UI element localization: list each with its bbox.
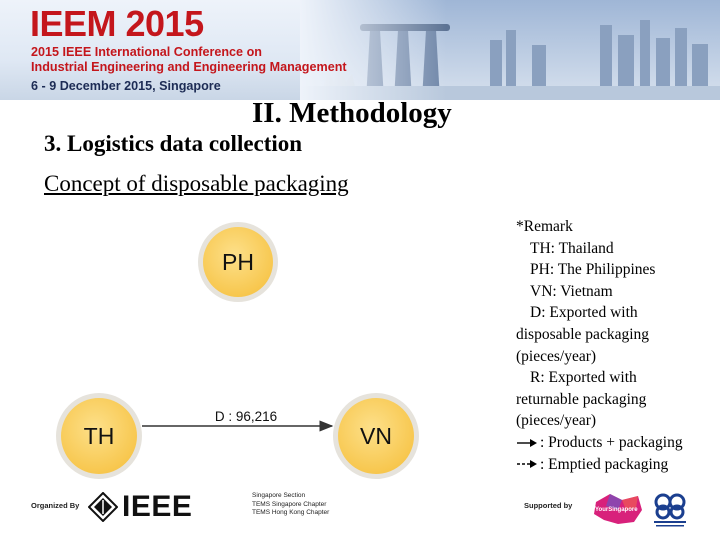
remark-box bbox=[516, 216, 716, 475]
remark-r-line3: (pieces/year) bbox=[516, 412, 597, 430]
ieee-emblem-icon bbox=[88, 492, 118, 522]
your-singapore-label: YourSingapore bbox=[595, 507, 638, 513]
packaging-flow-diagram bbox=[0, 200, 500, 490]
remark-r-line2: returnable packaging bbox=[516, 390, 647, 408]
section-title: II. Methodology bbox=[252, 97, 452, 129]
conference-name-line2: Industrial Engineering and Engineering Management bbox=[31, 60, 347, 74]
footer bbox=[0, 488, 720, 540]
chapter-singapore-section: Singapore Section bbox=[252, 492, 306, 499]
remark-d-line1: D: Exported with bbox=[530, 304, 638, 322]
node-th bbox=[56, 393, 142, 479]
supported-by-label: Supported by bbox=[524, 501, 573, 510]
flow-label-th-vn: D : 96,216 bbox=[214, 409, 278, 424]
slide-subtitle: 3. Logistics data collection bbox=[44, 131, 303, 156]
ieee-logo-text: IEEE bbox=[122, 490, 193, 523]
remark-th: TH: Thailand bbox=[530, 239, 614, 257]
ieem-logo: IEEM 2015 bbox=[30, 3, 204, 44]
remark-title: *Remark bbox=[516, 218, 573, 235]
remark-r-line1: R: Exported with bbox=[530, 369, 637, 387]
node-vn bbox=[333, 393, 419, 479]
remark-ph: PH: The Philippines bbox=[530, 261, 656, 279]
node-vn-label: VN bbox=[360, 423, 392, 449]
legend-dashed-label: : Emptied packaging bbox=[540, 455, 669, 473]
conference-name-line1: 2015 IEEE International Conference on bbox=[31, 45, 262, 59]
legend-dashed bbox=[516, 454, 716, 476]
singapore-skyline-image bbox=[300, 0, 720, 100]
singapore-chinese-chamber-logo bbox=[650, 490, 690, 530]
remark-d-line3: (pieces/year) bbox=[516, 347, 597, 365]
node-th-label: TH bbox=[83, 423, 115, 449]
ieee-chapters bbox=[252, 492, 329, 518]
dashed-arrow-icon bbox=[516, 459, 538, 469]
conference-date: 6 - 9 December 2015, Singapore bbox=[31, 79, 221, 93]
node-ph-label: PH bbox=[222, 249, 254, 275]
legend-solid bbox=[516, 432, 716, 454]
concept-heading: Concept of disposable packaging bbox=[44, 171, 349, 196]
solid-arrow-icon bbox=[516, 438, 538, 448]
header-banner bbox=[0, 0, 720, 100]
chapter-tems-singapore: TEMS Singapore Chapter bbox=[252, 500, 327, 508]
remark-vn: VN: Vietnam bbox=[530, 282, 613, 300]
chapter-tems-hongkong: TEMS Hong Kong Chapter bbox=[252, 509, 330, 516]
node-ph bbox=[198, 222, 278, 302]
organized-by-label: Organized By bbox=[31, 501, 80, 510]
legend-solid-label: : Products + packaging bbox=[540, 433, 683, 451]
remark-d-line2: disposable packaging bbox=[516, 325, 650, 343]
